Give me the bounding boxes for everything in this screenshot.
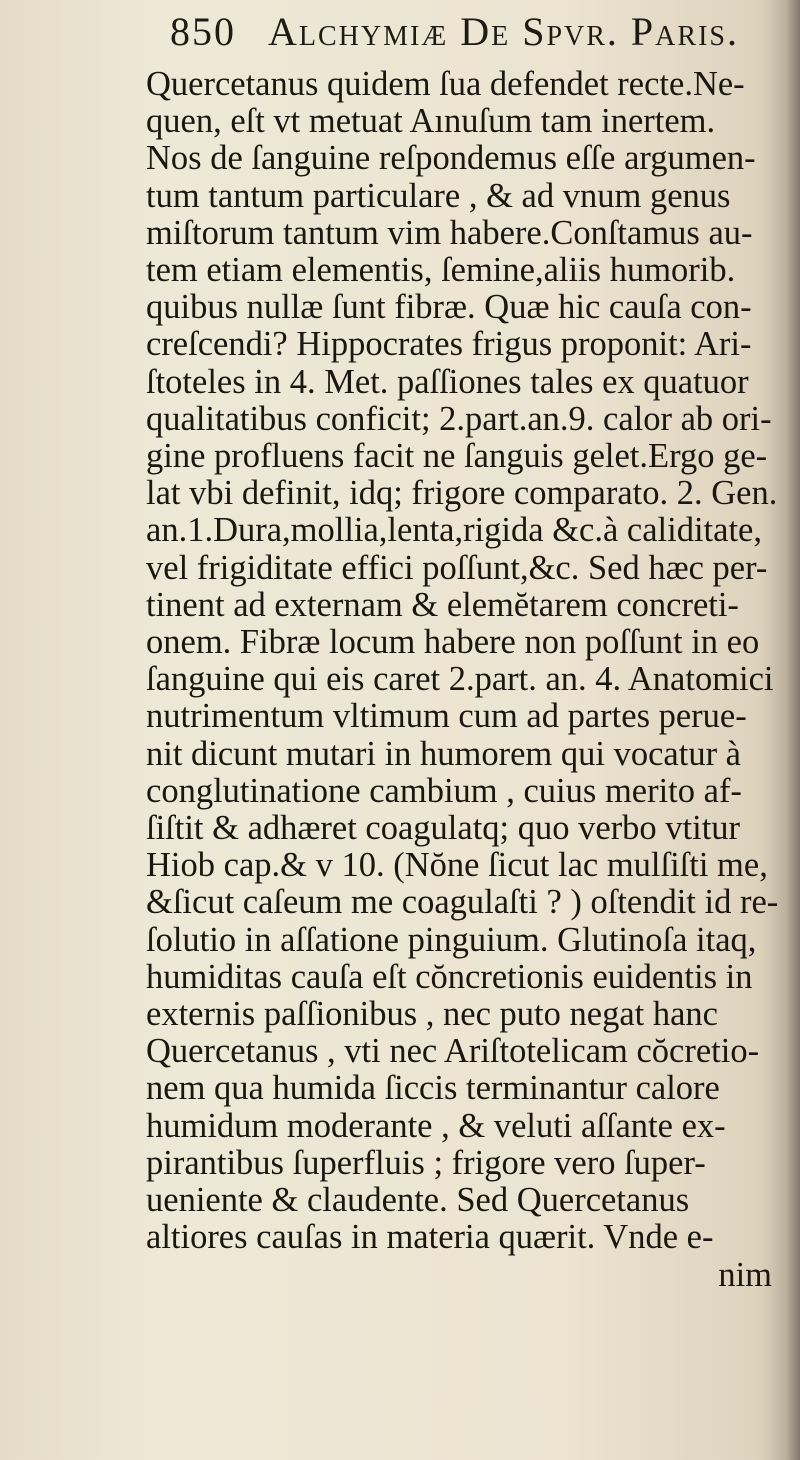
text-line: nit dicunt mutari in humorem qui vocatur à [146,735,741,773]
text-line: ueniente & claudente. Sed Quercetanus [146,1182,690,1220]
text-line: nutrimentum vltimum cum ad partes perue- [146,698,747,736]
text-line: quen, eſt vt metuat Aınuſum tam inertem. [146,103,716,141]
text-line: altiores cauſas in materia quærit. Vnde e- [146,1219,714,1257]
running-title: Alchymiæ De Spvr. Paris. [268,9,739,54]
text-line: pirantibus ſuperfluis ; frigore vero ſuper- [146,1144,706,1182]
text-line: ſanguine qui eis caret 2.part. an. 4. Anatomici [146,661,774,699]
text-line: humidum moderante , & veluti aſſante ex- [146,1107,726,1145]
body-text [146,66,786,1294]
page-edge-shadow [786,0,800,1460]
text-line: ſiſtit & adhæret coagulatq; quo verbo vtitur [146,810,741,848]
text-line: ſtoteles in 4. Met. paſſiones tales ex quatuor [146,363,749,401]
text-line: &ſicut caſeum me coagulaſti ? ) oſtendit id re- [146,884,779,922]
text-line: Nos de ſanguine reſpondemus eſſe argumen- [146,140,756,178]
catchword: nim [718,1255,772,1294]
text-line: vel frigiditate effici poſſunt,&c. Sed hæc per- [146,549,768,587]
page-number: 850 [170,9,236,54]
page-header [170,8,739,55]
text-line: quibus nullæ ſunt fibræ. Quæ hic cauſa con- [146,289,752,327]
text-line: tinent ad externam & elemĕtarem concreti- [146,586,739,624]
text-line: conglutinatione cambium , cuius merito af- [146,772,742,810]
text-line: miſtorum tantum vim habere.Conſtamus au- [146,214,753,252]
text-line: an.1.Dura,mollia,lenta,rigida &c.à caliditate, [146,512,762,550]
text-line: creſcendi? Hippocrates frigus proponit: Ari- [146,326,752,364]
text-line: nem qua humida ſiccis terminantur calore [146,1070,720,1108]
text-line: ſolutio in aſſatione pinguium. Glutinoſa itaq, [146,921,757,959]
text-line: Quercetanus , vti nec Ariſtotelicam cŏcretio- [146,1033,760,1071]
text-line: lat vbi definit, idq; frigore comparato. 2. Gen. [146,475,778,513]
text-line: externis paſſionibus , nec puto negat hanc [146,996,718,1034]
text-line: tum tantum particulare , & ad vnum genus [146,177,731,215]
text-line: qualitatibus conficit; 2.part.an.9. calor ab ori- [146,400,772,438]
text-line: tem etiam elementis, ſemine,aliis humorib. [146,252,736,290]
text-line: onem. Fibræ locum habere non poſſunt in eo [146,624,760,662]
text-line: Quercetanus quidem ſua defendet recte.Ne- [146,66,745,103]
text-line: humiditas cauſa eſt cŏncretionis euidentis in [146,958,753,996]
text-line: Hiob cap.& v 10. (Nŏne ſicut lac mulſiſti me, [146,847,768,885]
text-line: gine profluens facit ne ſanguis gelet.Ergo ge- [146,438,768,476]
